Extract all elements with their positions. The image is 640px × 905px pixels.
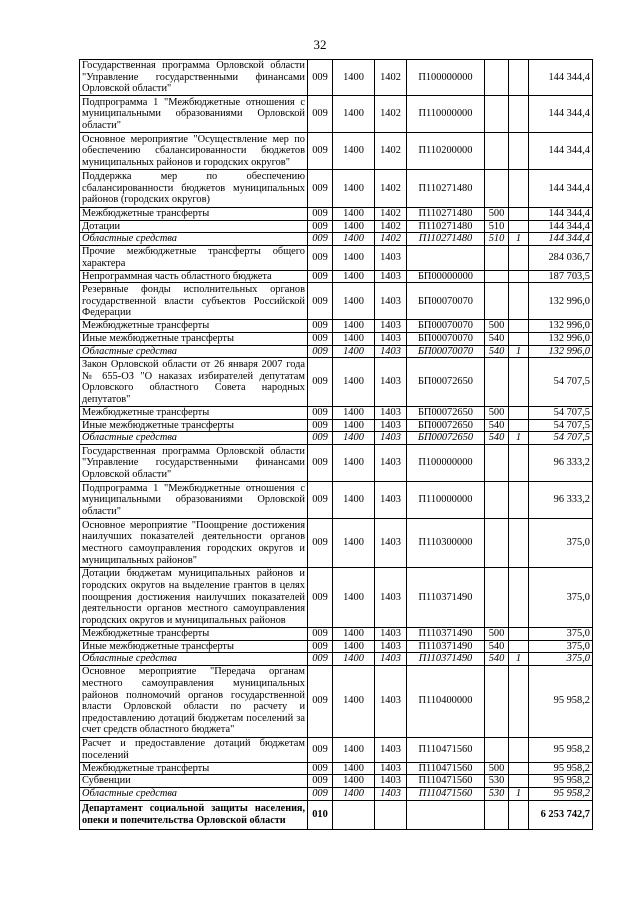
- subsection-code-cell: [375, 800, 407, 829]
- target-article-cell: П110471560: [407, 775, 485, 788]
- target-article-cell: [407, 800, 485, 829]
- row-name-cell: Основное мероприятие "Осуществление мер по обеспечению сбалансированности бюджетов муниципальных районов и городских округов": [80, 133, 308, 170]
- ministry-code-cell: 009: [308, 665, 333, 737]
- section-code-cell: 1400: [333, 737, 375, 762]
- ministry-code-cell: 009: [308, 220, 333, 233]
- expense-type-cell: 530: [485, 787, 509, 800]
- expense-type-cell: [485, 737, 509, 762]
- table-row: [80, 208, 593, 221]
- funding-source-cell: [509, 96, 529, 133]
- ministry-code-cell: 009: [308, 640, 333, 653]
- subsection-code-cell: 1403: [375, 653, 407, 666]
- amount-cell: 54 707,5: [529, 407, 593, 420]
- section-code-cell: 1400: [333, 627, 375, 640]
- target-article-cell: П110271480: [407, 233, 485, 246]
- expense-type-cell: [485, 245, 509, 270]
- subsection-code-cell: 1402: [375, 220, 407, 233]
- table-row: [80, 220, 593, 233]
- funding-source-cell: [509, 407, 529, 420]
- target-article-cell: П110471560: [407, 762, 485, 775]
- amount-cell: 95 958,2: [529, 762, 593, 775]
- subsection-code-cell: 1403: [375, 419, 407, 432]
- row-name-cell: Поддержка мер по обеспечению сбалансированности бюджетов муниципальных районов (городских округов): [80, 170, 308, 208]
- row-name-cell: Иные межбюджетные трансферты: [80, 332, 308, 345]
- subsection-code-cell: 1402: [375, 233, 407, 246]
- target-article-cell: [407, 245, 485, 270]
- target-article-cell: БП00000000: [407, 270, 485, 283]
- subsection-code-cell: 1403: [375, 320, 407, 333]
- funding-source-cell: [509, 419, 529, 432]
- amount-cell: 284 036,7: [529, 245, 593, 270]
- ministry-code-cell: 009: [308, 345, 333, 358]
- row-name-cell: Областные средства: [80, 653, 308, 666]
- funding-source-cell: [509, 270, 529, 283]
- subsection-code-cell: 1403: [375, 627, 407, 640]
- table-row: [80, 653, 593, 666]
- expense-type-cell: [485, 444, 509, 481]
- subsection-code-cell: 1402: [375, 60, 407, 96]
- ministry-code-cell: 009: [308, 762, 333, 775]
- subsection-code-cell: 1403: [375, 787, 407, 800]
- table-row: [80, 233, 593, 246]
- row-name-cell: Департамент социальной защиты населения, опеки и попечительства Орловской области: [80, 800, 308, 829]
- section-code-cell: 1400: [333, 762, 375, 775]
- row-name-cell: Непрограммная часть областного бюджета: [80, 270, 308, 283]
- amount-cell: 375,0: [529, 518, 593, 567]
- table-row: [80, 133, 593, 170]
- subsection-code-cell: 1402: [375, 208, 407, 221]
- ministry-code-cell: 009: [308, 320, 333, 333]
- expense-type-cell: 540: [485, 432, 509, 445]
- funding-source-cell: [509, 245, 529, 270]
- row-name-cell: Государственная программа Орловской области "Управление государственными финансами Орловской области": [80, 444, 308, 481]
- expense-type-cell: [485, 665, 509, 737]
- funding-source-cell: [509, 60, 529, 96]
- section-code-cell: 1400: [333, 481, 375, 518]
- table-row: [80, 481, 593, 518]
- subsection-code-cell: 1403: [375, 358, 407, 407]
- subsection-code-cell: 1402: [375, 170, 407, 208]
- subsection-code-cell: 1403: [375, 270, 407, 283]
- row-name-cell: Резервные фонды исполнительных органов государственной власти субъектов Российской Федерации: [80, 283, 308, 320]
- row-name-cell: Межбюджетные трансферты: [80, 208, 308, 221]
- target-article-cell: П110271480: [407, 170, 485, 208]
- expense-type-cell: [485, 283, 509, 320]
- section-code-cell: 1400: [333, 270, 375, 283]
- target-article-cell: БП00072650: [407, 432, 485, 445]
- ministry-code-cell: 009: [308, 96, 333, 133]
- target-article-cell: БП00070070: [407, 320, 485, 333]
- section-code-cell: [333, 800, 375, 829]
- table-row: [80, 419, 593, 432]
- target-article-cell: П110000000: [407, 481, 485, 518]
- amount-cell: 375,0: [529, 627, 593, 640]
- expense-type-cell: 540: [485, 345, 509, 358]
- table-row: [80, 665, 593, 737]
- row-name-cell: Дотации: [80, 220, 308, 233]
- table-row: [80, 320, 593, 333]
- subsection-code-cell: 1403: [375, 345, 407, 358]
- section-code-cell: 1400: [333, 432, 375, 445]
- ministry-code-cell: 009: [308, 60, 333, 96]
- expense-type-cell: 500: [485, 320, 509, 333]
- target-article-cell: П110371490: [407, 627, 485, 640]
- amount-cell: 375,0: [529, 653, 593, 666]
- section-code-cell: 1400: [333, 170, 375, 208]
- section-code-cell: 1400: [333, 419, 375, 432]
- row-name-cell: Дотации бюджетам муниципальных районов и городских округов на выделение грантов в целях поощрения достижения наилучших показателей деятельности органов местного самоуправления городских округов и муниципальных районов: [80, 567, 308, 627]
- funding-source-cell: 1: [509, 432, 529, 445]
- table-row: [80, 762, 593, 775]
- target-article-cell: П110200000: [407, 133, 485, 170]
- row-name-cell: Межбюджетные трансферты: [80, 407, 308, 420]
- funding-source-cell: [509, 320, 529, 333]
- section-code-cell: 1400: [333, 245, 375, 270]
- table-row: [80, 60, 593, 96]
- amount-cell: 144 344,4: [529, 133, 593, 170]
- table-row: [80, 787, 593, 800]
- target-article-cell: П100000000: [407, 444, 485, 481]
- section-code-cell: 1400: [333, 653, 375, 666]
- subsection-code-cell: 1402: [375, 133, 407, 170]
- table-row: [80, 283, 593, 320]
- amount-cell: 144 344,4: [529, 220, 593, 233]
- funding-source-cell: [509, 640, 529, 653]
- target-article-cell: П110271480: [407, 208, 485, 221]
- table-row: [80, 270, 593, 283]
- amount-cell: 375,0: [529, 640, 593, 653]
- table-row: [80, 444, 593, 481]
- subsection-code-cell: 1403: [375, 245, 407, 270]
- row-name-cell: Субвенции: [80, 775, 308, 788]
- section-code-cell: 1400: [333, 444, 375, 481]
- ministry-code-cell: 009: [308, 407, 333, 420]
- row-name-cell: Областные средства: [80, 432, 308, 445]
- section-code-cell: 1400: [333, 283, 375, 320]
- subsection-code-cell: 1403: [375, 737, 407, 762]
- funding-source-cell: 1: [509, 653, 529, 666]
- budget-table-body: [80, 60, 593, 830]
- expense-type-cell: 500: [485, 627, 509, 640]
- amount-cell: 187 703,5: [529, 270, 593, 283]
- row-name-cell: Подпрограмма 1 "Межбюджетные отношения с муниципальными образованиями Орловской области": [80, 481, 308, 518]
- table-row: [80, 345, 593, 358]
- funding-source-cell: [509, 332, 529, 345]
- amount-cell: 144 344,4: [529, 96, 593, 133]
- subsection-code-cell: 1403: [375, 665, 407, 737]
- funding-source-cell: 1: [509, 345, 529, 358]
- amount-cell: 132 996,0: [529, 320, 593, 333]
- section-code-cell: 1400: [333, 320, 375, 333]
- target-article-cell: БП00072650: [407, 419, 485, 432]
- subsection-code-cell: 1403: [375, 567, 407, 627]
- ministry-code-cell: 009: [308, 270, 333, 283]
- table-row: [80, 800, 593, 829]
- ministry-code-cell: 009: [308, 518, 333, 567]
- ministry-code-cell: 009: [308, 627, 333, 640]
- table-row: [80, 332, 593, 345]
- funding-source-cell: [509, 567, 529, 627]
- target-article-cell: БП00072650: [407, 358, 485, 407]
- amount-cell: 95 958,2: [529, 787, 593, 800]
- section-code-cell: 1400: [333, 665, 375, 737]
- section-code-cell: 1400: [333, 640, 375, 653]
- row-name-cell: Основное мероприятие "Поощрение достижения наилучших показателей деятельности органов местного самоуправления городских округов и муниципальных районов": [80, 518, 308, 567]
- subsection-code-cell: 1403: [375, 762, 407, 775]
- amount-cell: 375,0: [529, 567, 593, 627]
- target-article-cell: П110371490: [407, 640, 485, 653]
- amount-cell: 96 333,2: [529, 444, 593, 481]
- table-row: [80, 245, 593, 270]
- funding-source-cell: [509, 208, 529, 221]
- ministry-code-cell: 009: [308, 133, 333, 170]
- ministry-code-cell: 009: [308, 332, 333, 345]
- expense-type-cell: 540: [485, 332, 509, 345]
- row-name-cell: Расчет и предоставление дотаций бюджетам поселений: [80, 737, 308, 762]
- target-article-cell: П110300000: [407, 518, 485, 567]
- subsection-code-cell: 1403: [375, 283, 407, 320]
- section-code-cell: 1400: [333, 220, 375, 233]
- ministry-code-cell: 009: [308, 787, 333, 800]
- target-article-cell: БП00070070: [407, 345, 485, 358]
- target-article-cell: П110471560: [407, 737, 485, 762]
- row-name-cell: Областные средства: [80, 233, 308, 246]
- amount-cell: 54 707,5: [529, 419, 593, 432]
- subsection-code-cell: 1403: [375, 518, 407, 567]
- ministry-code-cell: 009: [308, 358, 333, 407]
- row-name-cell: Иные межбюджетные трансферты: [80, 640, 308, 653]
- amount-cell: 144 344,4: [529, 170, 593, 208]
- target-article-cell: П110400000: [407, 665, 485, 737]
- section-code-cell: 1400: [333, 407, 375, 420]
- amount-cell: 54 707,5: [529, 358, 593, 407]
- section-code-cell: 1400: [333, 358, 375, 407]
- table-row: [80, 627, 593, 640]
- target-article-cell: П110471560: [407, 787, 485, 800]
- subsection-code-cell: 1403: [375, 444, 407, 481]
- expense-type-cell: 510: [485, 220, 509, 233]
- section-code-cell: 1400: [333, 96, 375, 133]
- expense-type-cell: [485, 60, 509, 96]
- table-row: [80, 567, 593, 627]
- expense-type-cell: 540: [485, 653, 509, 666]
- section-code-cell: 1400: [333, 787, 375, 800]
- funding-source-cell: [509, 170, 529, 208]
- ministry-code-cell: 009: [308, 245, 333, 270]
- funding-source-cell: [509, 762, 529, 775]
- subsection-code-cell: 1403: [375, 332, 407, 345]
- section-code-cell: 1400: [333, 775, 375, 788]
- table-row: [80, 170, 593, 208]
- table-row: [80, 737, 593, 762]
- table-row: [80, 407, 593, 420]
- target-article-cell: П110271480: [407, 220, 485, 233]
- expense-type-cell: [485, 270, 509, 283]
- row-name-cell: Иные межбюджетные трансферты: [80, 419, 308, 432]
- subsection-code-cell: 1403: [375, 640, 407, 653]
- amount-cell: 132 996,0: [529, 345, 593, 358]
- expense-type-cell: [485, 800, 509, 829]
- table-row: [80, 96, 593, 133]
- section-code-cell: 1400: [333, 60, 375, 96]
- section-code-cell: 1400: [333, 518, 375, 567]
- amount-cell: 132 996,0: [529, 283, 593, 320]
- subsection-code-cell: 1403: [375, 432, 407, 445]
- ministry-code-cell: 009: [308, 444, 333, 481]
- subsection-code-cell: 1403: [375, 775, 407, 788]
- table-row: [80, 775, 593, 788]
- ministry-code-cell: 009: [308, 737, 333, 762]
- funding-source-cell: [509, 444, 529, 481]
- ministry-code-cell: 009: [308, 233, 333, 246]
- ministry-code-cell: 009: [308, 653, 333, 666]
- page-number: 32: [313, 37, 327, 52]
- row-name-cell: Закон Орловской области от 26 января 2007 года № 655-ОЗ "О наказах избирателей депутатам Орловского областного Совета народных депутатов": [80, 358, 308, 407]
- expense-type-cell: [485, 481, 509, 518]
- expense-type-cell: 500: [485, 762, 509, 775]
- amount-cell: 54 707,5: [529, 432, 593, 445]
- table-row: [80, 518, 593, 567]
- expense-type-cell: 510: [485, 233, 509, 246]
- row-name-cell: Основное мероприятие "Передача органам местного самоуправления муниципальных районов полномочий органов государственной власти Орловской области по расчету и предоставлению дотаций бюджетам поселений за счет средств областного бюджета": [80, 665, 308, 737]
- funding-source-cell: 1: [509, 787, 529, 800]
- expense-type-cell: 540: [485, 419, 509, 432]
- subsection-code-cell: 1402: [375, 96, 407, 133]
- section-code-cell: 1400: [333, 567, 375, 627]
- row-name-cell: Прочие межбюджетные трансферты общего характера: [80, 245, 308, 270]
- row-name-cell: Областные средства: [80, 345, 308, 358]
- funding-source-cell: [509, 358, 529, 407]
- target-article-cell: БП00070070: [407, 332, 485, 345]
- expense-type-cell: 540: [485, 640, 509, 653]
- expense-type-cell: [485, 96, 509, 133]
- ministry-code-cell: 009: [308, 481, 333, 518]
- expense-type-cell: [485, 133, 509, 170]
- expense-type-cell: 530: [485, 775, 509, 788]
- expense-type-cell: [485, 170, 509, 208]
- amount-cell: 132 996,0: [529, 332, 593, 345]
- target-article-cell: П110000000: [407, 96, 485, 133]
- table-row: [80, 640, 593, 653]
- funding-source-cell: [509, 665, 529, 737]
- budget-table: [79, 59, 593, 830]
- expense-type-cell: 500: [485, 407, 509, 420]
- section-code-cell: 1400: [333, 208, 375, 221]
- funding-source-cell: [509, 800, 529, 829]
- funding-source-cell: [509, 133, 529, 170]
- ministry-code-cell: 009: [308, 283, 333, 320]
- target-article-cell: П110371490: [407, 653, 485, 666]
- amount-cell: 95 958,2: [529, 737, 593, 762]
- amount-cell: 144 344,4: [529, 60, 593, 96]
- funding-source-cell: 1: [509, 233, 529, 246]
- ministry-code-cell: 009: [308, 567, 333, 627]
- table-row: [80, 432, 593, 445]
- section-code-cell: 1400: [333, 133, 375, 170]
- ministry-code-cell: 010: [308, 800, 333, 829]
- section-code-cell: 1400: [333, 332, 375, 345]
- amount-cell: 95 958,2: [529, 665, 593, 737]
- row-name-cell: Межбюджетные трансферты: [80, 762, 308, 775]
- target-article-cell: БП00072650: [407, 407, 485, 420]
- ministry-code-cell: 009: [308, 432, 333, 445]
- target-article-cell: БП00070070: [407, 283, 485, 320]
- subsection-code-cell: 1403: [375, 407, 407, 420]
- expense-type-cell: [485, 518, 509, 567]
- ministry-code-cell: 009: [308, 419, 333, 432]
- row-name-cell: Областные средства: [80, 787, 308, 800]
- expense-type-cell: 500: [485, 208, 509, 221]
- funding-source-cell: [509, 775, 529, 788]
- funding-source-cell: [509, 283, 529, 320]
- amount-cell: 96 333,2: [529, 481, 593, 518]
- ministry-code-cell: 009: [308, 775, 333, 788]
- target-article-cell: П100000000: [407, 60, 485, 96]
- subsection-code-cell: 1403: [375, 481, 407, 518]
- amount-cell: 144 344,4: [529, 208, 593, 221]
- expense-type-cell: [485, 358, 509, 407]
- section-code-cell: 1400: [333, 345, 375, 358]
- row-name-cell: Межбюджетные трансферты: [80, 627, 308, 640]
- amount-cell: 144 344,4: [529, 233, 593, 246]
- funding-source-cell: [509, 518, 529, 567]
- ministry-code-cell: 009: [308, 208, 333, 221]
- section-code-cell: 1400: [333, 233, 375, 246]
- funding-source-cell: [509, 220, 529, 233]
- funding-source-cell: [509, 737, 529, 762]
- row-name-cell: Государственная программа Орловской области "Управление государственными финансами Орловской области": [80, 60, 308, 96]
- amount-cell: 95 958,2: [529, 775, 593, 788]
- ministry-code-cell: 009: [308, 170, 333, 208]
- funding-source-cell: [509, 481, 529, 518]
- funding-source-cell: [509, 627, 529, 640]
- table-row: [80, 358, 593, 407]
- amount-cell: 6 253 742,7: [529, 800, 593, 829]
- row-name-cell: Подпрограмма 1 "Межбюджетные отношения с муниципальными образованиями Орловской области": [80, 96, 308, 133]
- row-name-cell: Межбюджетные трансферты: [80, 320, 308, 333]
- expense-type-cell: [485, 567, 509, 627]
- target-article-cell: П110371490: [407, 567, 485, 627]
